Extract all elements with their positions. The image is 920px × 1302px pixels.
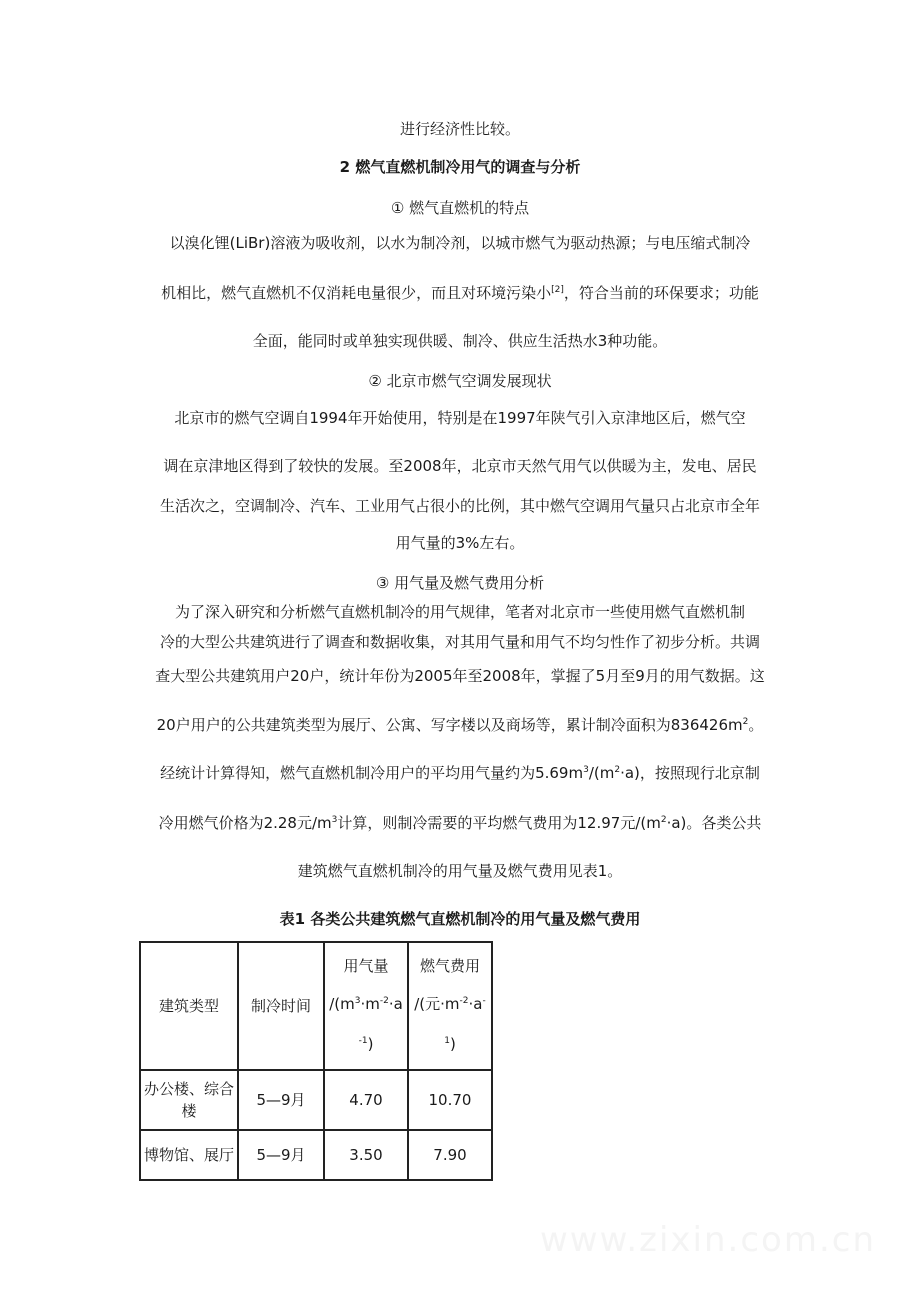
header-line (325, 1024, 407, 1064)
text-fragment: 机相比，燃气直燃机不仅消耗电量很少，而且对环境污染小 (161, 284, 552, 302)
cell-building-type (140, 1070, 238, 1130)
cell-cooling-time: 5—9月 (238, 1070, 324, 1130)
cell-line: 办公楼、综合 (143, 1080, 234, 1098)
header-cell-cooling-time: 制冷时间 (238, 942, 324, 1070)
unit-text: /(m (329, 995, 355, 1013)
watermark: www.zixin.com.cn (540, 1220, 876, 1260)
text-fragment: 冷用燃气价格为2.28元/m (158, 814, 332, 832)
subsection-heading: ② 北京市燃气空调发展现状 (368, 372, 552, 390)
cell-gas-consumption: 4.70 (324, 1070, 408, 1130)
header-cell-gas-cost (408, 942, 492, 1070)
text-line: 冷的大型公共建筑进行了调查和数据收集，对其用气量和用气不均匀性作了初步分析。共调 (159, 633, 760, 651)
text-line: 全面，能同时或单独实现供暖、制冷、供应生活热水3种功能。 (252, 332, 668, 350)
unit-text: /(元·m (414, 995, 460, 1013)
table-row (140, 1130, 492, 1180)
header-line (325, 984, 407, 1024)
text-line: 为了深入研究和分析燃气直燃机制冷的用气规律，笔者对北京市一些使用燃气直燃机制 (174, 603, 745, 621)
superscript: -2 (459, 996, 469, 1006)
cell-gas-cost: 7.90 (408, 1130, 492, 1180)
cell-line: 楼 (181, 1102, 197, 1120)
superscript: 3 (583, 765, 589, 775)
header-line (409, 1024, 491, 1064)
superscript: 1 (444, 1036, 450, 1046)
superscript: 2 (742, 717, 749, 727)
cell-gas-cost: 10.70 (408, 1070, 492, 1130)
text-fragment: 经统计计算得知，燃气直燃机制冷用户的平均用气量约为5.69m (160, 764, 584, 782)
data-table (139, 941, 493, 1181)
subsection-heading: ① 燃气直燃机的特点 (390, 199, 530, 217)
unit-text: ·a (388, 995, 403, 1013)
cell-gas-consumption: 3.50 (324, 1130, 408, 1180)
text-fragment: 20户用户的公共建筑类型为展厅、公寓、写字楼以及商场等，累计制冷面积为836426m (156, 716, 743, 734)
text-line (0, 812, 920, 834)
header-line: 燃气费用 (419, 957, 480, 975)
unit-text: ·m (360, 995, 380, 1013)
text-fragment: ·a)，按照现行北京制 (620, 764, 760, 782)
text-line: 用气量的3%左右。 (395, 534, 525, 552)
text-line: 调在京津地区得到了较快的发展。至2008年，北京市天然气用气以供暖为主，发电、居民 (163, 457, 757, 475)
text-fragment: /(m (588, 764, 615, 782)
section-heading: 2 燃气直燃机制冷用气的调查与分析 (339, 158, 581, 176)
table-caption: 表1 各类公共建筑燃气直燃机制冷的用气量及燃气费用 (279, 910, 641, 928)
text-line: 查大型公共建筑用户20户，统计年份为2005年至2008年，掌握了5月至9月的用气数据。这 (155, 667, 765, 685)
header-cell-gas-consumption (324, 942, 408, 1070)
text-line: 生活次之，空调制冷、汽车、工业用气占很小的比例，其中燃气空调用气量只占北京市全年 (159, 497, 760, 515)
superscript: - (482, 996, 486, 1006)
citation-ref: [2] (551, 285, 564, 295)
text-fragment: 。 (748, 716, 764, 734)
header-line (409, 984, 491, 1024)
superscript: 2 (660, 815, 667, 825)
unit-text: ) (367, 1035, 374, 1053)
superscript: 3 (354, 996, 361, 1006)
text-line: 建筑燃气直燃机制冷的用气量及燃气费用见表1。 (297, 862, 623, 880)
text-line: 以溴化锂(LiBr)溶液为吸收剂，以水为制冷剂，以城市燃气为驱动热源；与电压缩式制冷 (169, 234, 751, 252)
superscript: 3 (331, 815, 338, 825)
text-line (0, 714, 920, 736)
text-fragment: ，符合当前的环保要求；功能 (563, 284, 759, 302)
header-cell-building-type: 建筑类型 (140, 942, 238, 1070)
header-line: 用气量 (343, 957, 389, 975)
unit-text: ·a (468, 995, 483, 1013)
table-row (140, 1070, 492, 1130)
table-header-row (140, 942, 492, 1070)
superscript: -2 (379, 996, 389, 1006)
text-line: 北京市的燃气空调自1994年开始使用，特别是在1997年陕气引入京津地区后，燃气空 (174, 409, 746, 427)
text-line (0, 282, 920, 304)
subsection-heading: ③ 用气量及燃气费用分析 (375, 574, 545, 592)
cell-building-type: 博物馆、展厅 (140, 1130, 238, 1180)
superscript: -1 (358, 1036, 368, 1046)
superscript: 2 (614, 765, 621, 775)
unit-text: ) (449, 1035, 456, 1053)
text-line (0, 762, 920, 784)
cell-cooling-time: 5—9月 (238, 1130, 324, 1180)
text-line: 进行经济性比较。 (399, 120, 520, 138)
text-fragment: ·a)。各类公共 (666, 814, 762, 832)
text-fragment: 计算，则制冷需要的平均燃气费用为12.97元/(m (337, 814, 661, 832)
